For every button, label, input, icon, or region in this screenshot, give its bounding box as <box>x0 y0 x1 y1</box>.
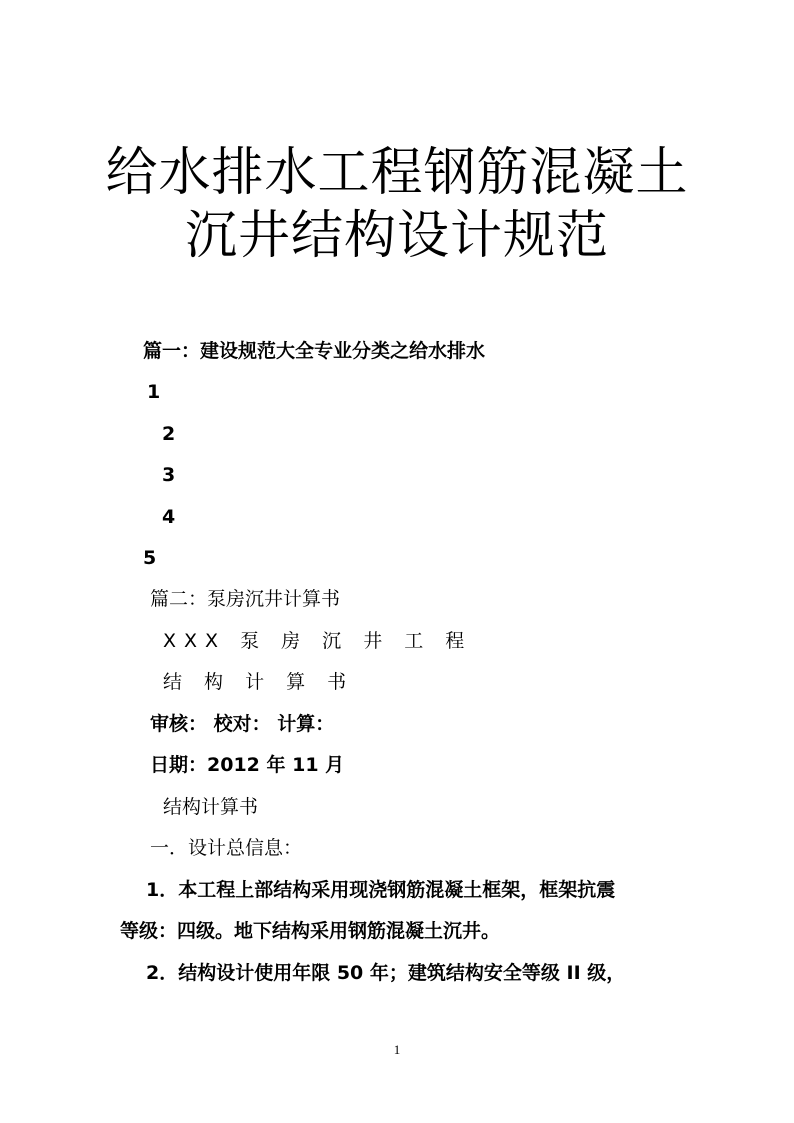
list-item-number-3: 3 <box>162 464 176 486</box>
project-name: XXX 泵 房 沉 井 工 程 <box>163 630 473 652</box>
section-heading-part-2: 篇二：泵房沉井计算书 <box>150 588 341 610</box>
document-title-line-1: 给水排水工程钢筋混凝土 <box>105 143 689 203</box>
subheading-calculation-book: 结构计算书 <box>163 796 259 818</box>
calculation-book-title: 结 构 计 算 书 <box>163 671 355 693</box>
date-line: 日期：2012 年 11 月 <box>150 754 345 776</box>
page-number: 1 <box>393 1042 401 1057</box>
section-heading-part-1: 篇一：建设规范大全专业分类之给水排水 <box>143 340 486 362</box>
design-info-heading: 一．设计总信息： <box>150 837 303 859</box>
paragraph-2-line-1: 2．结构设计使用年限 50 年；建筑结构安全等级 II 级， <box>146 962 626 984</box>
paragraph-1-line-2: 等级：四级。地下结构采用钢筋混凝土沉井。 <box>120 920 501 942</box>
document-title-line-2: 沉井结构设计规范 <box>184 206 609 266</box>
signature-fields: 审核： 校对： 计算： <box>150 713 335 735</box>
paragraph-1-line-1: 1．本工程上部结构采用现浇钢筋混凝土框架，框架抗震 <box>146 879 616 901</box>
list-item-number-1: 1 <box>147 381 161 403</box>
list-item-number-4: 4 <box>162 506 176 528</box>
list-item-number-5: 5 <box>143 547 157 569</box>
list-item-number-2: 2 <box>162 423 176 445</box>
